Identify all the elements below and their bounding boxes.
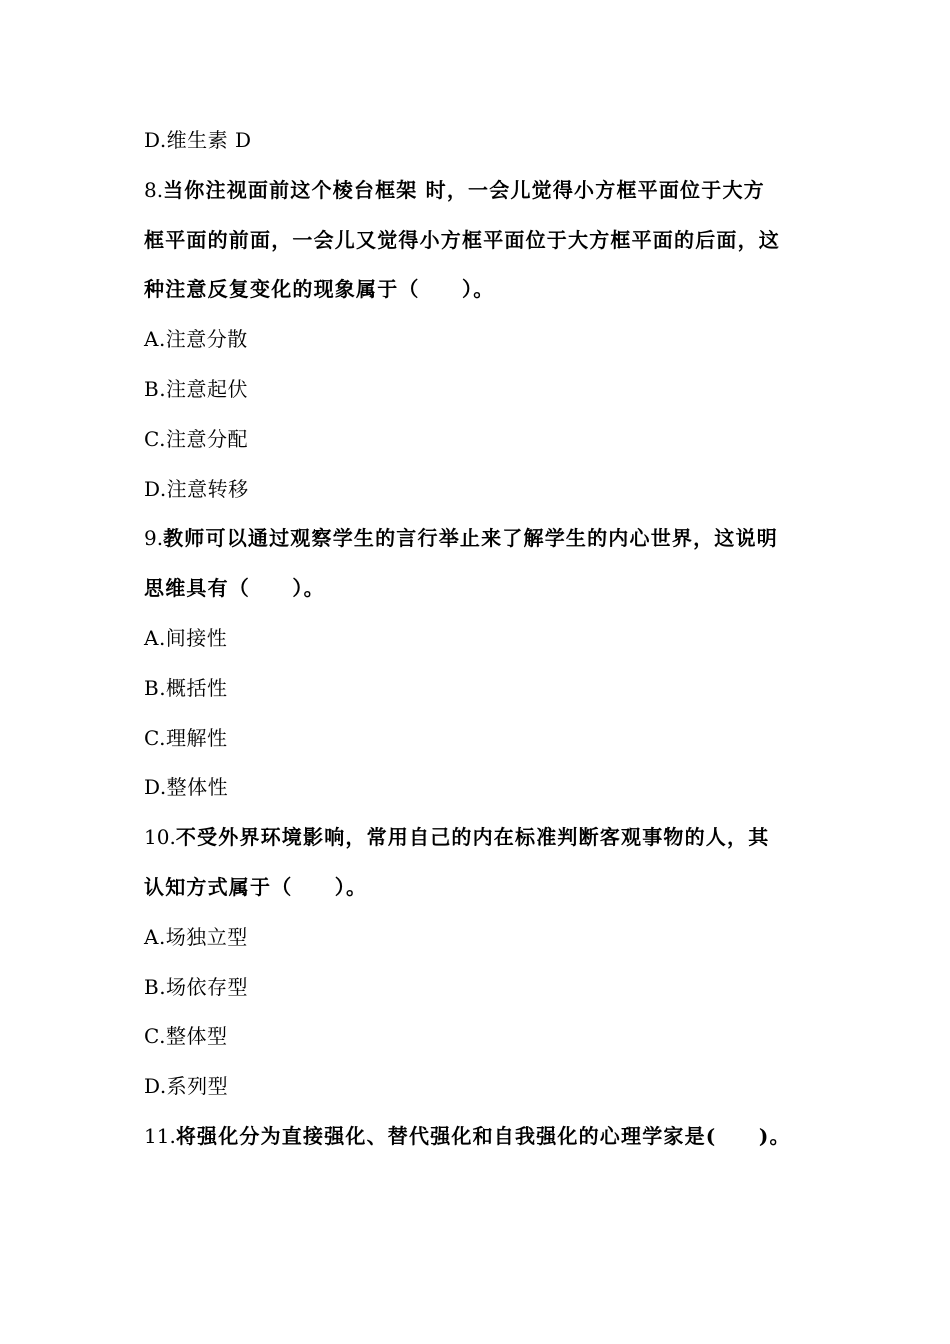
question-10 [144,813,808,1112]
question-10-line-2: 认知方式属于（ ）。 [144,874,368,899]
question-8-line-3: 种注意反复变化的现象属于（ ）。 [144,277,495,302]
question-10-text-1: 不受外界环境影响，常用自己的内在标准判断客观事物的人，其 [175,825,770,850]
question-8-option-d: D.注意转移 [144,476,249,501]
question-9-option-b: B.概括性 [144,675,228,700]
question-10-option-b: B.场依存型 [144,974,249,999]
question-10-option-c: C.整体型 [144,1024,228,1049]
question-9-text-1: 教师可以通过观察学生的言行举止来了解学生的内心世界，这说明 [163,526,778,551]
question-9-line-2: 思维具有（ ）。 [144,576,325,601]
question-9 [144,514,808,813]
question-8-text-1: 当你注视面前这个棱台框架 时，一会儿觉得小方框平面位于大方 [163,177,765,202]
question-9-number: 9. [144,526,164,551]
question-11-number: 11. [144,1123,176,1148]
question-8-option-b: B.注意起伏 [144,376,249,401]
option-previous-d: D.维生素 D [144,128,252,152]
question-8 [144,166,808,515]
question-8-line-2: 框平面的前面，一会儿又觉得小方框平面位于大方框平面的后面，这 [144,227,780,252]
question-10-option-d: D.系列型 [144,1074,229,1099]
question-11-line-1 [144,1112,808,1162]
question-8-line-1 [144,166,808,216]
question-8-option-a: A.注意分散 [144,327,248,352]
question-8-number: 8. [144,177,164,202]
question-10-number: 10. [144,825,176,850]
question-11 [144,1112,808,1162]
question-9-option-d: D.整体性 [144,775,229,800]
question-9-option-a: A.间接性 [144,625,228,650]
document-content [144,116,808,1162]
question-8-option-c: C.注意分配 [144,426,248,451]
question-10-option-a: A.场独立型 [144,924,248,949]
question-11-text-1: 将强化分为直接强化、替代强化和自我强化的心理学家是( )。 [175,1123,791,1148]
question-10-line-1 [144,813,808,863]
question-9-line-1 [144,514,808,564]
question-9-option-c: C.理解性 [144,725,228,750]
